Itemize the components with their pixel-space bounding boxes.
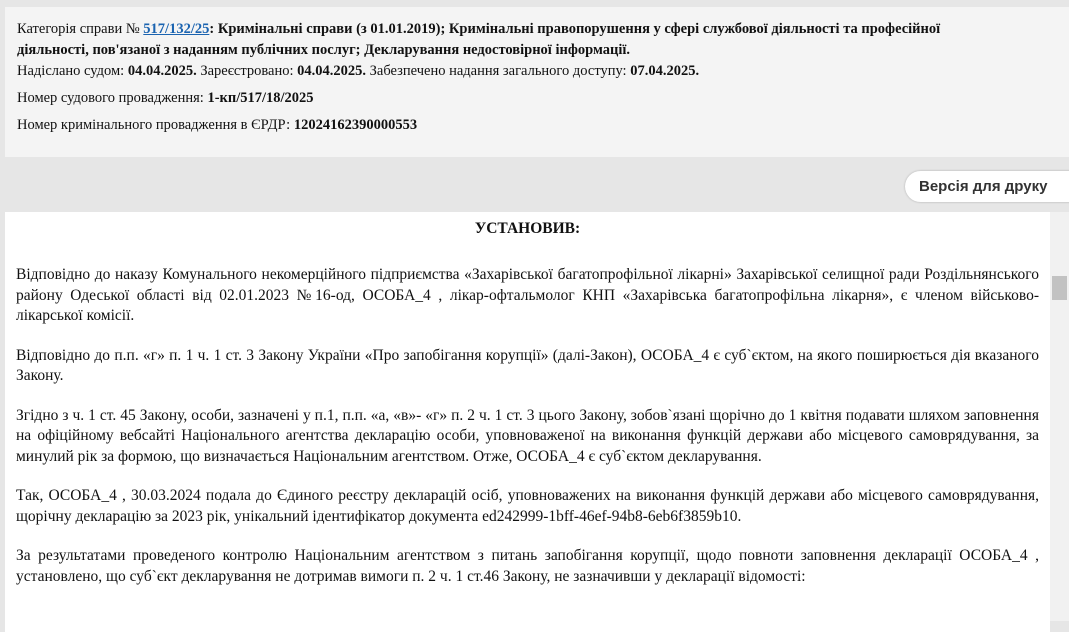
- document-body: [5, 212, 1050, 632]
- document-paragraph: Згідно з ч. 1 ст. 45 Закону, особи, зазначені у п.1, п.п. «а, «в»- «г» п. 2 ч. 1 ст. 3 цього Закону, зобов`язані щорічно до 1 квітня подавати шляхом заповнення на офіційному вебсайті Національного агентства декларацію особи, уповноваженої на виконання функцій держави або місцевого самоврядування, за минулий рік за формою, що визначається Національним агентством. Отже, ОСОБА_4 є суб`єктом декларування.: [16, 406, 1039, 465]
- print-version-button[interactable]: Версія для друку: [905, 171, 1069, 202]
- document-paragraph: Відповідно до п.п. «г» п. 1 ч. 1 ст. 3 Закону України «Про запобігання корупції» (далі-Закон), ОСОБА_4 є суб`єктом, на якого поширюється дія вказаного Закону.: [16, 346, 1039, 384]
- access-date: 07.04.2025.: [630, 63, 700, 79]
- category-label: Категорія справи №: [17, 21, 140, 37]
- registered-date: 04.04.2025.: [297, 63, 367, 79]
- case-info-panel: [5, 7, 1069, 157]
- category-line: [17, 19, 1069, 40]
- document-paragraph: Так, ОСОБА_4 , 30.03.2024 подала до Єдиного реєстру декларацій осіб, уповноважених на виконання функцій держави або місцевого самоврядування, щорічну декларацію за 2023 рік, унікальний ідентифікатор документа ed242999-1bff-46ef-94b8-6eb6f3859b10.: [16, 487, 1039, 525]
- scrollbar-thumb[interactable]: [1052, 276, 1067, 300]
- court-proceeding-value: 1-кп/517/18/2025: [207, 90, 314, 106]
- document-paragraph: Відповідно до наказу Комунального некомерційного підприємства «Захарівської багатопрофільної лікарні» Захарівської селищної ради Роздільнянського району Одеської області від 02.01.2023 №16-од, ОСОБА_4 , лікар-офтальмолог КНП «Захарівська багатопрофільна лікарня», є членом військово-лікарської комісії.: [16, 266, 1039, 324]
- court-proceeding-label: Номер судового провадження:: [17, 90, 204, 106]
- registered-label: Зареєстровано:: [200, 63, 294, 79]
- vertical-scrollbar[interactable]: [1050, 212, 1069, 621]
- dates-line: [17, 61, 1069, 82]
- document-paragraph: За результатами проведеного контролю Національним агентством з питань запобігання корупції, щодо повноти заповнення декларації ОСОБА_4 , установлено, що суб`єкт декларування не дотримав вимоги п. 2 ч. 1 ст.46 Закону, не зазначивши у декларації відомості:: [16, 547, 1039, 585]
- criminal-proceeding-label: Номер кримінального провадження в ЄРДР:: [17, 117, 291, 133]
- category-line-2: [17, 40, 1069, 61]
- criminal-proceeding-value: 12024162390000553: [293, 117, 418, 133]
- category-value-1: : Кримінальні справи (з 01.01.2019); Кримінальні правопорушення у сфері службової діяльності та професійної: [209, 21, 941, 37]
- category-value-2: діяльності, пов'язаної з наданням публічних послуг; Декларування недостовірної інформації.: [17, 42, 631, 58]
- criminal-proceeding-line: [17, 115, 1069, 136]
- sent-label: Надіслано судом:: [17, 63, 125, 79]
- document-heading: УСТАНОВИВ:: [474, 220, 581, 237]
- court-proceeding-line: [17, 88, 1069, 109]
- access-label: Забезпечено надання загального доступу:: [369, 63, 627, 79]
- case-number-link[interactable]: 517/132/25: [143, 21, 210, 37]
- sent-date: 04.04.2025.: [127, 63, 197, 79]
